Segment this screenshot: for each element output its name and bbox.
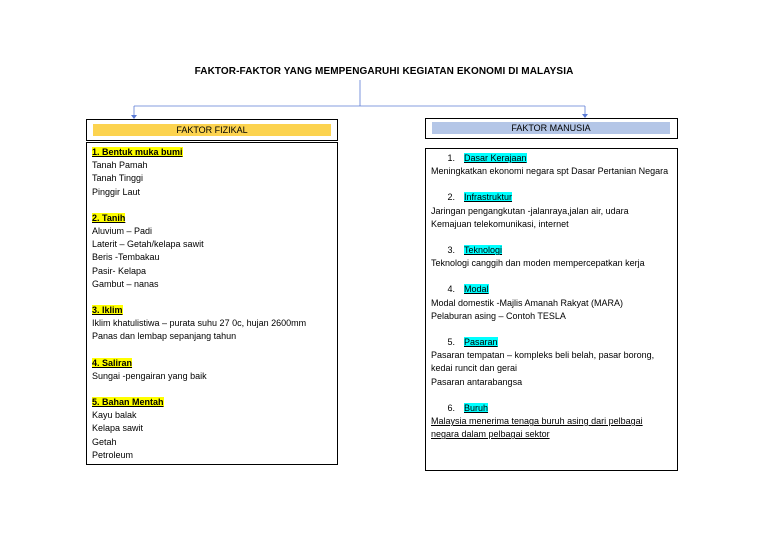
list-item: Kemajuan telekomunikasi, internet <box>431 218 569 229</box>
list-item: Tanah Tinggi <box>92 173 144 184</box>
list-item: Pasaran antarabangsa <box>431 376 523 387</box>
list-item: negara dalam pelbagai sektor <box>431 429 550 440</box>
item-number: 6. <box>447 402 455 413</box>
list-item: Beris -Tembakau <box>92 252 160 263</box>
section-saliran <box>92 357 334 383</box>
list-item: Sungai -pengairan yang baik <box>92 370 207 381</box>
item-number: 3. <box>447 245 455 256</box>
panel-faktor-fizikal <box>86 142 338 465</box>
section-heading: Pasaran <box>464 337 498 348</box>
list-item: Teknologi canggih dan moden mempercepatkan kerja <box>431 258 645 269</box>
section-bahan-mentah <box>92 396 334 462</box>
header-faktor-manusia <box>425 118 678 139</box>
item-number: 5. <box>447 337 455 348</box>
list-item: kedai runcit dan gerai <box>431 363 518 374</box>
list-item: Panas dan lembap sepanjang tahun <box>92 331 237 342</box>
section-heading: 3. Iklim <box>92 305 123 316</box>
item-number: 4. <box>447 284 455 295</box>
list-item: Tanah Pamah <box>92 160 148 171</box>
section-infrastruktur <box>431 191 674 231</box>
section-teknologi <box>431 244 674 270</box>
section-buruh <box>431 402 674 442</box>
list-item: Jaringan pengangkutan -jalanraya,jalan air, udara <box>431 205 629 216</box>
page-title: FAKTOR-FAKTOR YANG MEMPENGARUHI KEGIATAN EKONOMI DI MALAYSIA <box>194 66 574 77</box>
list-item: Kelapa sawit <box>92 423 144 434</box>
section-heading: Modal <box>464 284 489 295</box>
list-item: Pasaran tempatan – kompleks beli belah, pasar borong, <box>431 350 655 361</box>
section-bentuk-muka-bumi <box>92 146 334 199</box>
item-number: 1. <box>447 153 455 163</box>
section-modal <box>431 283 674 323</box>
list-item: Iklim khatulistiwa – purata suhu 27 0c, hujan 2600mm <box>92 318 307 329</box>
list-item: Pinggir Laut <box>92 186 141 197</box>
section-heading: Infrastruktur <box>464 192 513 203</box>
section-heading: 2. Tanih <box>92 212 126 223</box>
header-faktor-fizikal <box>86 119 338 141</box>
section-tanih <box>92 212 334 291</box>
list-item: Modal domestik -Majlis Amanah Rakyat (MARA) <box>431 297 624 308</box>
section-heading: Teknologi <box>464 245 503 256</box>
list-item: Petroleum <box>92 449 134 460</box>
list-item: Getah <box>92 436 117 447</box>
section-pasaran <box>431 336 674 389</box>
list-item: Pelaburan asing – Contoh TESLA <box>431 310 566 321</box>
section-iklim <box>92 304 334 344</box>
item-number: 2. <box>447 192 455 203</box>
section-heading: Dasar Kerajaan <box>464 153 527 163</box>
list-item: Pasir- Kelapa <box>92 265 147 276</box>
list-item: Laterit – Getah/kelapa sawit <box>92 239 204 250</box>
list-item: Gambut – nanas <box>92 278 159 289</box>
header-label-fizikal: FAKTOR FIZIKAL <box>93 124 331 136</box>
header-label-manusia: FAKTOR MANUSIA <box>432 122 670 134</box>
section-heading: 5. Bahan Mentah <box>92 397 164 408</box>
list-item: Kayu balak <box>92 410 137 421</box>
section-heading: 1. Bentuk muka bumi <box>92 147 183 157</box>
list-item: Aluvium – Padi <box>92 226 153 237</box>
list-item: Malaysia menerima tenaga buruh asing dari pelbagai <box>431 416 643 427</box>
section-heading: 4. Saliran <box>92 357 133 368</box>
section-dasar-kerajaan <box>431 152 674 178</box>
list-item: Meningkatkan ekonomi negara spt Dasar Pertanian Negara <box>431 166 669 177</box>
section-heading: Buruh <box>464 402 489 413</box>
panel-faktor-manusia <box>425 148 678 471</box>
